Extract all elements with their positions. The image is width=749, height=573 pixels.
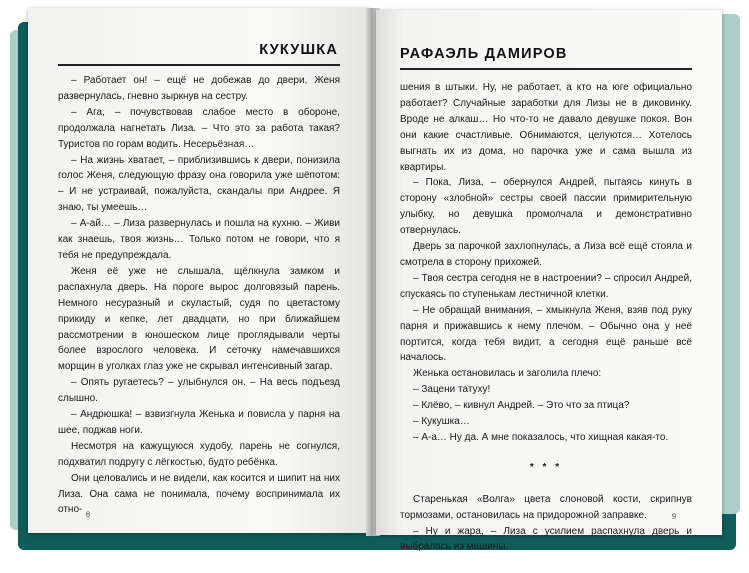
paragraph: – Пока, Лиза, – обернулся Андрей, пытаясь кинуть в сторону «злобной» сестры своей пассии примирительную улыбку, но девушка промолчала и демонстративно отвернулась. (400, 177, 692, 237)
left-page-number: 8 (86, 510, 90, 519)
paragraph: – Андрюшка! – взвизгнула Женька и повисла у парня на шее, поджав ноги. (58, 409, 340, 436)
paragraph: Они целовались и не видели, как косится и шипит на них Лиза. Она сама не понимала, почему воспринимала их отно- (58, 472, 340, 516)
paragraph: – На жизнь хватает, – приблизившись к двери, понизила голос Женя, следующую фразу она говорила уже шёпотом: – И не устраивай, пожалуйста, скандалы при Андрее. Я знаю, ты умеешь… (58, 154, 340, 214)
right-body-text (400, 80, 692, 555)
paragraph: – А-а… Ну да. А мне показалось, что хищная какая-то. (413, 431, 669, 443)
paragraph: – Кукушка… (413, 416, 470, 428)
section-separator: * * * (529, 461, 563, 473)
paragraph: – Зацени татуху! (413, 384, 491, 396)
paragraph: Несмотря на кажущуюся худобу, парень не согнулся, подхватил подругу с лёгкостью, будто ребёнка. (58, 440, 340, 468)
paragraph: – Опять ругаетесь? – улыбнулся он. – На весь подъезд слышно. (58, 377, 340, 405)
paragraph: – Работает он! – ещё не добежав до двери, Женя развернулась, гневно зыркнув на сестру. (58, 75, 340, 102)
paragraph: Женька остановилась и заголила плечо: (413, 368, 602, 380)
right-page (376, 10, 722, 553)
right-page-number: 9 (672, 512, 676, 521)
paragraph: – Не обращай внимания, – хмыкнула Женя, взяв под руку парня и прижавшись к нему плечом. – Обычно она у неё портится, когда тебя видит, а сегодня ещё раньше всё началось. (400, 304, 692, 364)
left-body-text (58, 73, 340, 518)
paragraph: Старенькая «Волга» цвета слоновой кости, скрипнув тормозами, остановилась на придорожной заправке. (400, 493, 692, 521)
paragraph: – Твоя сестра сегодня не в настроении? – спросил Андрей, спускаясь по ступенькам лестничной клетки. (400, 272, 692, 300)
paragraph: – А-ай… – Лиза развернулась и пошла на кухню. – Живи как знаешь, твоя жизнь… Только потом не говори, что я тебя не предупреждала. (58, 218, 340, 261)
right-running-head: РАФАЭЛЬ ДАМИРОВ (400, 46, 568, 62)
paragraph: Женя её уже не слышала, щёлкнула замком и распахнула дверь. На пороге вырос долговязый парень. Немного несуразный и скуластый, судя по цветастому прикиду и кепке, лет двадцати, но при ближайшем рассмотрении в юношеском лице проглядывали черты более взрослого человека. И сеточку намечавшихся морщин в уголках глаз уже не скрывал интенсивный загар. (58, 265, 340, 373)
paragraph: Дверь за парочкой захлопнулась, а Лиза всё ещё стояла и смотрела в сторону прихожей. (400, 241, 692, 268)
paragraph: – Ага, – почувствовав слабое место в обороне, продолжала нагнетать Лиза. – Что это за работа такая? Туристов по горам водить. Несерьёзная… (58, 106, 340, 150)
paragraph: шения в штыки. Ну, не работает, а кто на юге официально работает? Случайные заработки для Лизы не в диковинку. Вроде не алкаш… Но что-то не давало девушке покоя. Вон они какие счастливые. Обнимаются, целуются… Хотелось выгнать их из дома, но парочка уже и сама вышла из квартиры. (400, 82, 692, 173)
left-header-rule (58, 64, 340, 66)
left-page (28, 8, 370, 533)
left-running-head: КУКУШКА (259, 42, 338, 58)
paragraph: – Ну и жара, – Лиза с усилием распахнула дверь и выбралась из машины. (400, 525, 692, 553)
right-header-rule (400, 68, 692, 70)
paragraph: – Клёво, – кивнул Андрей. – Это что за птица? (413, 400, 630, 412)
